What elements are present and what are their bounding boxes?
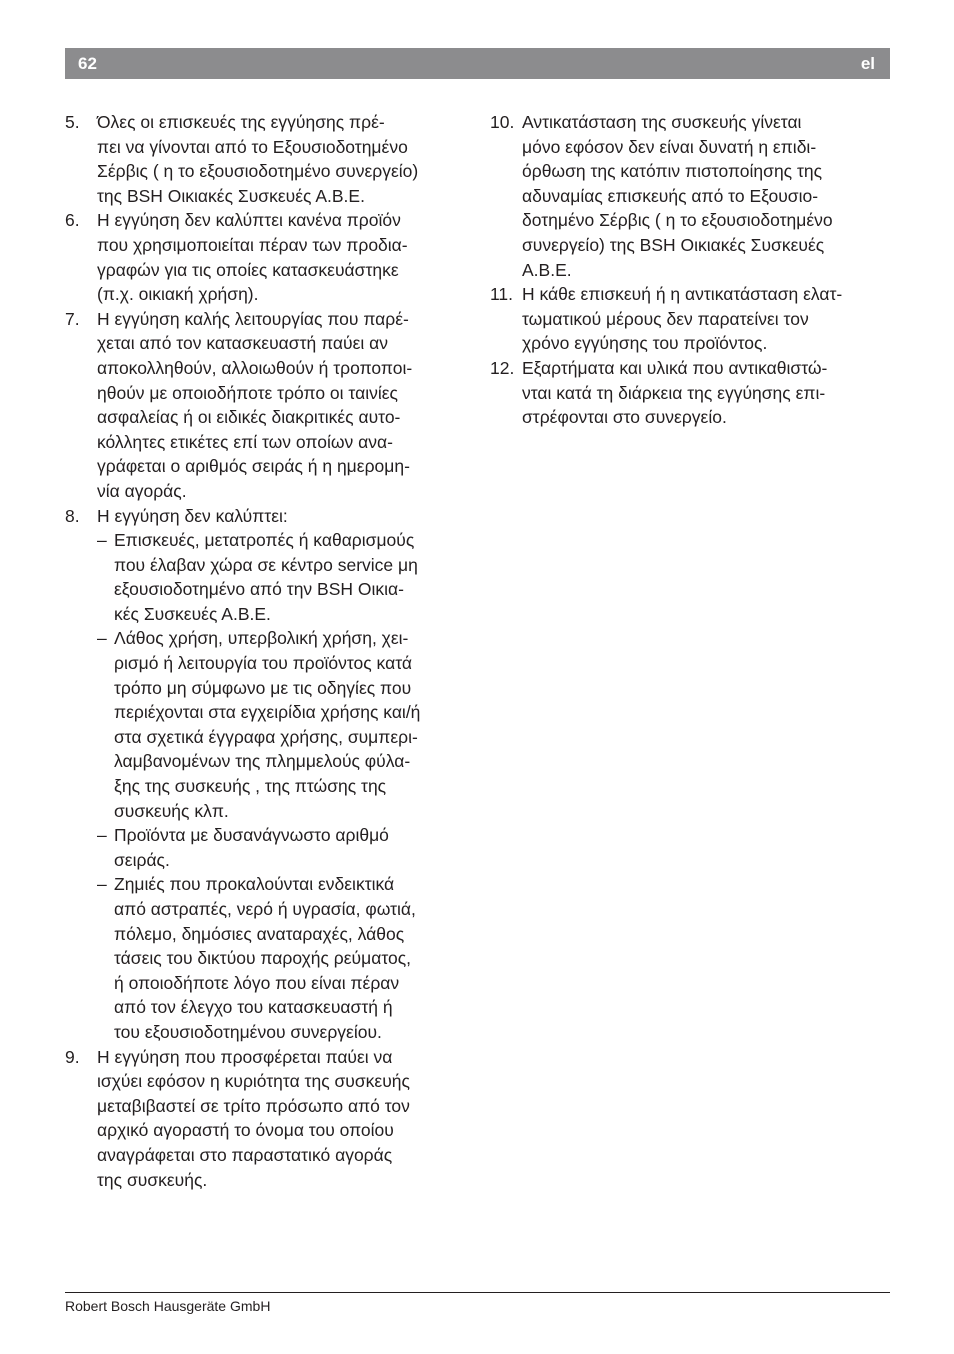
item-number: 6. <box>65 210 80 231</box>
sub-item-text-line: λαμβανομένων της πλημμελούς φύλα- <box>114 751 411 772</box>
sub-item-text-line: από τον έλεγχο του κατασκευαστή ή <box>114 997 393 1018</box>
item-text-line: Όλες οι επισκευές της εγγύησης πρέ- <box>97 112 385 132</box>
list-item <box>490 110 895 282</box>
item-number: 10. <box>490 112 515 132</box>
sub-item-text-line: τάσεις του δικτύου παροχής ρεύματος, <box>114 948 412 969</box>
list-item <box>490 282 895 356</box>
sub-item-text-line: ξης της συσκευής , της πτώσης της <box>114 776 387 797</box>
item-text-line: στρέφονται στο συνεργείο. <box>522 407 727 428</box>
item-number: 12. <box>490 357 515 378</box>
sub-item-text-line: Ζημιές που προκαλούνται ενδεικτικά <box>114 874 395 895</box>
footer-divider <box>65 1292 890 1293</box>
item-text-line: που χρησιμοποιείται πέραν των προδια- <box>97 234 408 255</box>
item-text-line: Εξαρτήματα και υλικά που αντικαθιστώ- <box>522 357 828 378</box>
language-code: el <box>860 54 875 73</box>
sub-item-text-line: Λάθος χρήση, υπερβολική χρήση, χει- <box>114 628 409 649</box>
item-text-line: συνεργείο) της BSH Οικιακές Συσκευές <box>522 234 825 255</box>
sub-item-text-line: ή οποιοδήποτε λόγο που είναι πέραν <box>114 972 400 993</box>
list-item <box>65 1045 470 1193</box>
item-number: 11. <box>490 284 514 305</box>
sub-list-item <box>97 872 470 1044</box>
item-text-line: (π.χ. οικιακή χρήση). <box>97 284 259 305</box>
item-text-line: μόνο εφόσον δεν είναι δυνατή η επιδι- <box>522 136 817 157</box>
list-item <box>65 307 470 504</box>
item-number: 5. <box>65 112 80 132</box>
item-text-line: χρόνο εγγύησης του προϊόντος. <box>522 333 768 354</box>
sub-item-dash: – <box>97 874 107 895</box>
sub-item-text-line: τρόπο μη σύμφωνο με τις οδηγίες που <box>114 677 412 698</box>
item-text-line: της συσκευής. <box>97 1169 208 1190</box>
sub-item-text-line: συσκευής κλπ. <box>114 800 229 821</box>
item-text-line: τωματικού μέρους δεν παρατείνει τον <box>522 308 809 329</box>
sub-list-item <box>97 528 470 626</box>
item-text-line: Η εγγύηση δεν καλύπτει κανένα προϊόν <box>97 210 401 231</box>
item-text-line: όρθωση της κατόπιν πιστοποίησης της <box>522 161 823 182</box>
list-item <box>65 110 470 208</box>
left-column <box>65 110 470 1192</box>
item-text-line: νται κατά τη διάρκεια της εγγύησης επι- <box>522 382 826 403</box>
list-item <box>65 504 470 1045</box>
item-text-line: της BSH Οικιακές Συσκευές Α.Β.Ε. <box>97 185 365 206</box>
sub-item-text-line: Προϊόντα με δυσανάγνωστο αριθμό <box>114 825 389 846</box>
item-text-line: Η εγγύηση καλής λειτουργίας που παρέ- <box>97 308 409 329</box>
item-text-line: Η κάθε επισκευή ή η αντικατάσταση ελατ- <box>522 284 843 305</box>
footer-company: Robert Bosch Hausgeräte GmbH <box>65 1298 271 1314</box>
sub-item-text-line: που έλαβαν χώρα σε κέντρο service μη <box>114 554 418 575</box>
page-number: 62 <box>78 54 97 73</box>
item-text-line: κόλλητες ετικέτες επί των οποίων ανα- <box>97 431 393 452</box>
item-text-line: αδυναμίας επισκευής από το Εξουσιο- <box>522 185 819 206</box>
item-text-line: γράφεται ο αριθμός σειράς ή η ημερομη- <box>97 456 410 477</box>
item-number: 9. <box>65 1046 80 1067</box>
sub-list-item <box>97 626 470 823</box>
item-number: 8. <box>65 505 80 526</box>
item-text-line: αναγράφεται στο παραστατικό αγοράς <box>97 1144 393 1165</box>
sub-list-item <box>97 823 470 872</box>
list-item <box>490 356 895 430</box>
item-text-line: ασφαλείας ή οι ειδικές διακριτικές αυτο- <box>97 407 401 428</box>
sub-item-text-line: από αστραπές, νερό ή υγρασία, φωτιά, <box>114 899 416 919</box>
right-column <box>490 110 895 430</box>
item-text-line: Η εγγύηση που προσφέρεται παύει να <box>97 1046 393 1067</box>
item-text-line: δοτημένο Σέρβις ( η το εξουσιοδοτημένο <box>522 210 833 231</box>
sub-item-dash: – <box>97 628 107 649</box>
sub-item-text-line: του εξουσιοδοτημένου συνεργείου. <box>114 1021 382 1042</box>
item-text-line: γραφών για τις οποίες κατασκευάστηκε <box>97 259 399 280</box>
item-text-line: Η εγγύηση δεν καλύπτει: <box>97 505 288 526</box>
item-text-line: νία αγοράς. <box>97 480 187 501</box>
sub-item-dash: – <box>97 530 107 551</box>
sub-item-text-line: κές Συσκευές Α.Β.Ε. <box>114 603 271 624</box>
item-text-line: ισχύει εφόσον η κυριότητα της συσκευής <box>97 1071 410 1092</box>
sub-item-text-line: Επισκευές, μετατροπές ή καθαρισμούς <box>114 530 415 551</box>
item-text-line: Σέρβις ( η το εξουσιοδοτημένο συνεργείο) <box>97 161 419 182</box>
sub-item-dash: – <box>97 825 107 846</box>
item-text-line: Α.Β.Ε. <box>522 259 572 280</box>
item-number: 7. <box>65 308 80 329</box>
item-text-line: αποκολληθούν, αλλοιωθούν ή τροποποι- <box>97 357 413 378</box>
sub-item-text-line: περιέχονται στα εγχειρίδια χρήσης και/ή <box>114 702 421 723</box>
item-text-line: Αντικατάσταση της συσκευής γίνεται <box>522 112 802 132</box>
item-text-line: πει να γίνονται από το Εξουσιοδοτημένο <box>97 136 408 157</box>
sub-item-text-line: στα σχετικά έγγραφα χρήσης, συμπερι- <box>114 726 418 747</box>
page-header-bar <box>65 48 890 79</box>
sub-item-text-line: σειράς. <box>114 849 170 870</box>
item-text-line: αρχικό αγοραστή το όνομα του οποίου <box>97 1120 394 1141</box>
item-text-line: χεται από τον κατασκευαστή παύει αν <box>97 333 389 354</box>
list-item <box>65 208 470 306</box>
item-text-line: μεταβιβαστεί σε τρίτο πρόσωπο από τον <box>97 1095 410 1116</box>
sub-item-text-line: εξουσιοδοτημένο από την BSH Οικια- <box>114 579 404 600</box>
sub-item-text-line: πόλεμο, δημόσιες αναταραχές, λάθος <box>114 923 405 944</box>
sub-item-text-line: ρισμό ή λειτουργία του προϊόντος κατά <box>114 653 412 674</box>
item-text-line: ηθούν με οποιοδήποτε τρόπο οι ταινίες <box>97 382 398 403</box>
